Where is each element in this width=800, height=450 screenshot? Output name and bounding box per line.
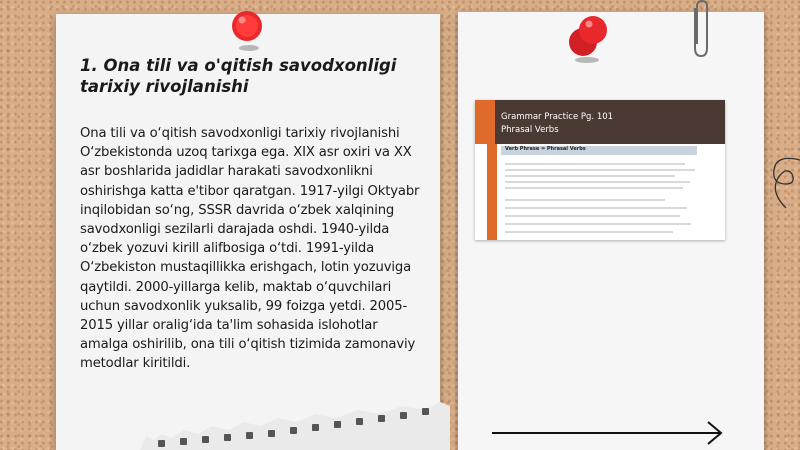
worksheet-image xyxy=(475,100,725,240)
worksheet-subtitle: Phrasal Verbs xyxy=(501,125,559,135)
paperclip-icon xyxy=(688,0,710,60)
squiggle-decoration xyxy=(756,150,800,210)
worksheet-band-label: Verb Phrase = Phrasal Verbs xyxy=(505,146,586,152)
slide-body-text: Ona tili va o‘qitish savodxonligi tarixiy rivojlanishi O‘zbekistonda uzoq tarixga ega. XIX asr oxiri va XX asr boshlarida jadidlar harakati savodxonlikni oshirishga katta e'tibor qaratgan. 1917-yilgi Oktyabr inqilobidan so‘ng, SSSR davrida o‘zbek xalqining savodxonligi sezilarli darajada oshdi. 1940-yilda o‘zbek yozuvi kirill alifbosiga o‘tdi. 1991-yilda O‘zbekiston mustaqillikka erishgach, lotin yozuviga qaytildi. 2000-yillarga kelib, maktab o‘quvchilari uchun savodxonlik yuksalib, 99 foizga yetdi. 2005-2015 yillar oralig‘ida ta'lim sohasida islohotlar amalga oshirilib, ona tili o‘qitish tizimida zamonaviy metodlar kiritildi. xyxy=(80,126,420,372)
push-pin-icon xyxy=(228,8,266,54)
push-pin-icon xyxy=(563,10,611,66)
torn-paper-strip xyxy=(140,396,450,450)
worksheet-accent xyxy=(475,100,495,144)
worksheet-text-lines xyxy=(505,158,695,238)
arrow-right-icon xyxy=(492,420,728,446)
worksheet-side-strip xyxy=(487,144,497,240)
worksheet-title: Grammar Practice Pg. 101 xyxy=(501,112,614,122)
slide-heading: 1. Ona tili va o'qitish savodxonligi tarixiy rivojlanishi xyxy=(80,56,397,96)
worksheet-header xyxy=(475,100,725,144)
